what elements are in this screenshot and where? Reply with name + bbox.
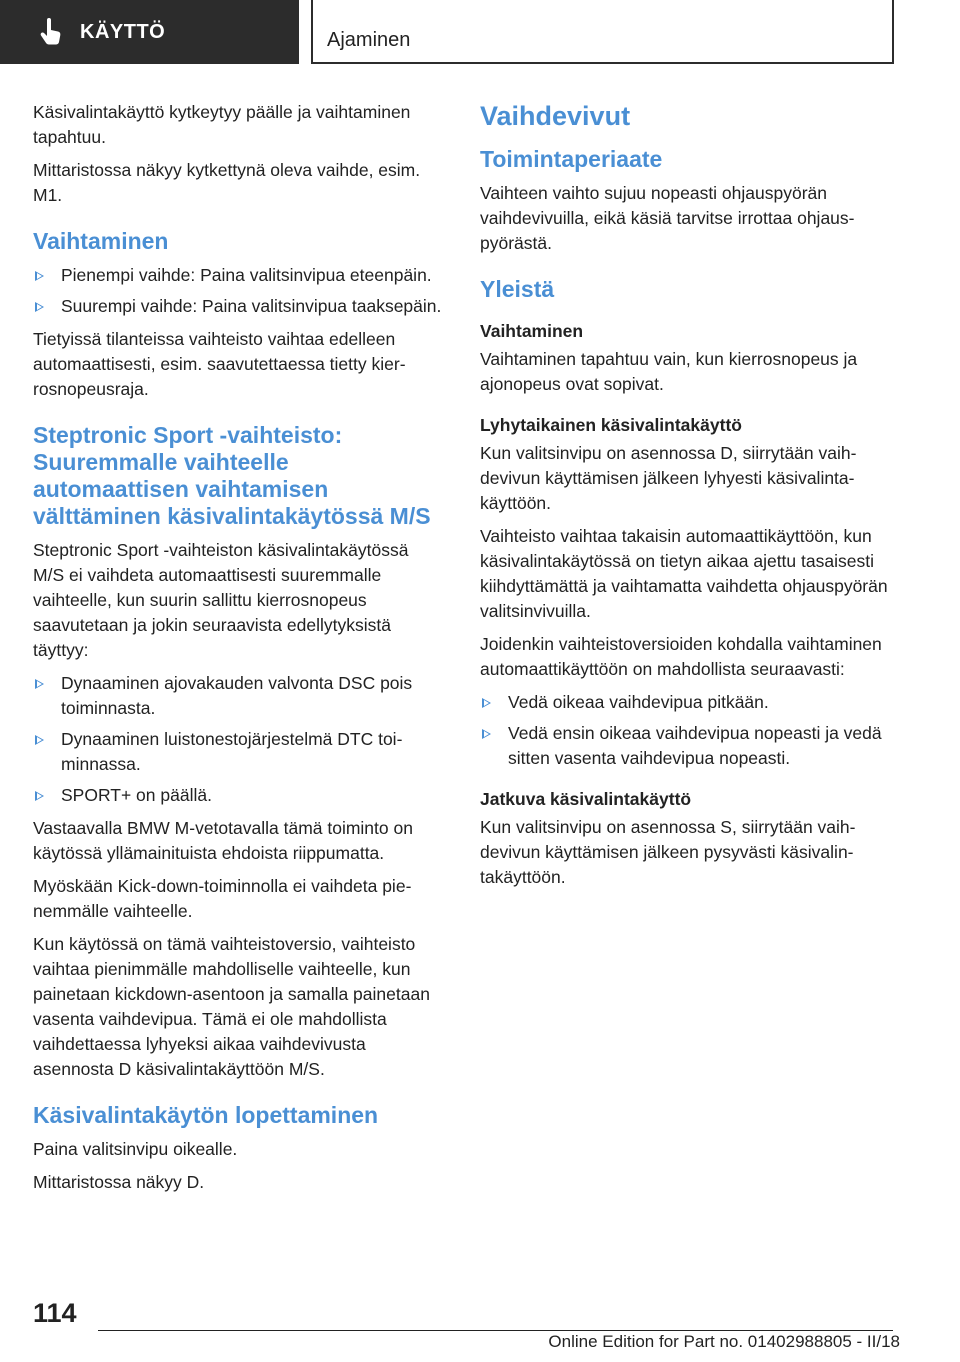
paragraph: Kun valitsinvipu on asennossa S, siirrytään vaihdevivun käyttämisen jälkeen pysyvästi käsivalintakäyttöön. [480,817,856,887]
triangle-bullet-icon [482,729,491,739]
subheading-jatkuva: Jatkuva käsivalintakäyttö [480,789,692,809]
triangle-bullet-icon [35,791,44,801]
heading-toimintaperiaate: Toimintaperiaate [480,146,663,172]
list-item: Dynaaminen luistonestojärjestelmä DTC toiminnassa. [33,727,443,777]
bullet-list [33,263,443,319]
bullet-list [480,690,890,771]
paragraph: Mittaristossa näkyy kytkettynä oleva vaihde, esim. M1. [33,160,421,205]
header-section [311,0,894,64]
paragraph: Vastaavalla BMW M-vetotavalla tämä toiminto on käytössä yllämainituista ehdoista riippumatta. [33,818,413,863]
triangle-bullet-icon [482,698,491,708]
heading-lopettaminen: Käsivalintakäytön lopettaminen [33,1102,379,1128]
right-column [480,100,890,898]
triangle-bullet-icon [35,735,44,745]
paragraph: Vaihteisto vaihtaa takaisin automaattikäyttöön, kun käsivalintakäytössä on tietyn aikaa ajettu tasaisesti kiihdyttämättä ja vaihtamatta vaihdetta ohjauspyörän valitsinvivuilla. [480,526,888,621]
paragraph: Kun käytössä on tämä vaihteistoversio, vaihteisto vaihtaa pienimmälle mahdolliselle vaihteelle, kun painetaan kickdown-asentoon ja samalla painetaan vasenta vaihdevipua. Tämä ei ole mahdollista vaihdettaessa lyhyeksi aikaa vaihdevivusta asennosta D käsivalintakäyttöön M/S. [33,934,430,1079]
heading-vaihtaminen: Vaihtaminen [33,228,169,254]
paragraph: Mittaristossa näkyy D. [33,1172,205,1192]
footer-edition: Online Edition for Part no. 01402988805 - II/18 [548,1332,900,1351]
page-number: 114 [33,1298,77,1328]
paragraph: Paina valitsinvipu oikealle. [33,1139,238,1159]
heading-yleista: Yleistä [480,276,555,302]
list-item: Pienempi vaihde: Paina valitsinvipua eteenpäin. [33,263,443,288]
paragraph: Tietyissä tilanteissa vaihteisto vaihtaa edelleen automaattisesti, esim. saavutettaessa tietty kierrosnopeusraja. [33,329,406,399]
paragraph: Käsivalintakäyttö kytkeytyy päälle ja vaihtaminen tapahtuu. [33,102,411,147]
pointing-hand-icon [36,17,66,47]
paragraph: Myöskään Kick-down-toiminnolla ei vaihdeta pienemmälle vaihteelle. [33,876,412,921]
page-title: Vaihdevivut [480,101,631,131]
footer-divider [98,1330,893,1331]
heading-steptronic: Steptronic Sport -vaihteisto: Suuremmalle vaihteelle automaattisen vaihtamisen välttäminen käsivalintakäytössä M/S [33,422,431,529]
list-item: Vedä ensin oikeaa vaihdevipua nopeasti ja vedä sitten vasenta vaihdevipua nopeasti. [480,721,890,771]
list-item: Dynaaminen ajovakauden valvonta DSC pois toiminnasta. [33,671,443,721]
triangle-bullet-icon [35,271,44,281]
triangle-bullet-icon [35,302,44,312]
list-item: SPORT+ on päällä. [33,783,443,808]
bullet-list [33,671,443,808]
paragraph: Vaihtaminen tapahtuu vain, kun kierrosnopeus ja ajonopeus ovat sopivat. [480,349,858,394]
paragraph: Steptronic Sport -vaihteiston käsivalintakäytössä M/S ei vaihdeta automaattisesti suuremmalle vaihteelle, kun suurin sallittu kierrosnopeus saavutetaan ja jokin seuraavista edellytyksistä täyttyy: [33,540,409,660]
paragraph: Joidenkin vaihteistoversioiden kohdalla vaihtaminen automaattikäyttöön on mahdollista seuraavasti: [480,634,882,679]
list-item: Vedä oikeaa vaihdevipua pitkään. [480,690,890,715]
left-column [33,100,443,1203]
header-tab-label: KÄYTTÖ [80,20,166,43]
subheading-vaihtaminen: Vaihtaminen [480,321,584,341]
subheading-lyhytaikainen: Lyhytaikainen käsivalintakäyttö [480,415,742,435]
paragraph: Kun valitsinvipu on asennossa D, siirrytään vaihdevivun käyttämisen jälkeen lyhyesti käsivalintakäyttöön. [480,443,857,513]
paragraph: Vaihteen vaihto sujuu nopeasti ohjauspyörän vaihdevivuilla, eikä käsiä tarvitse irrottaa ohjauspyörästä. [480,183,855,253]
section-title: Ajaminen [327,29,411,51]
list-item: Suurempi vaihde: Paina valitsinvipua taaksepäin. [33,294,443,319]
triangle-bullet-icon [35,679,44,689]
header-tab [0,0,299,64]
